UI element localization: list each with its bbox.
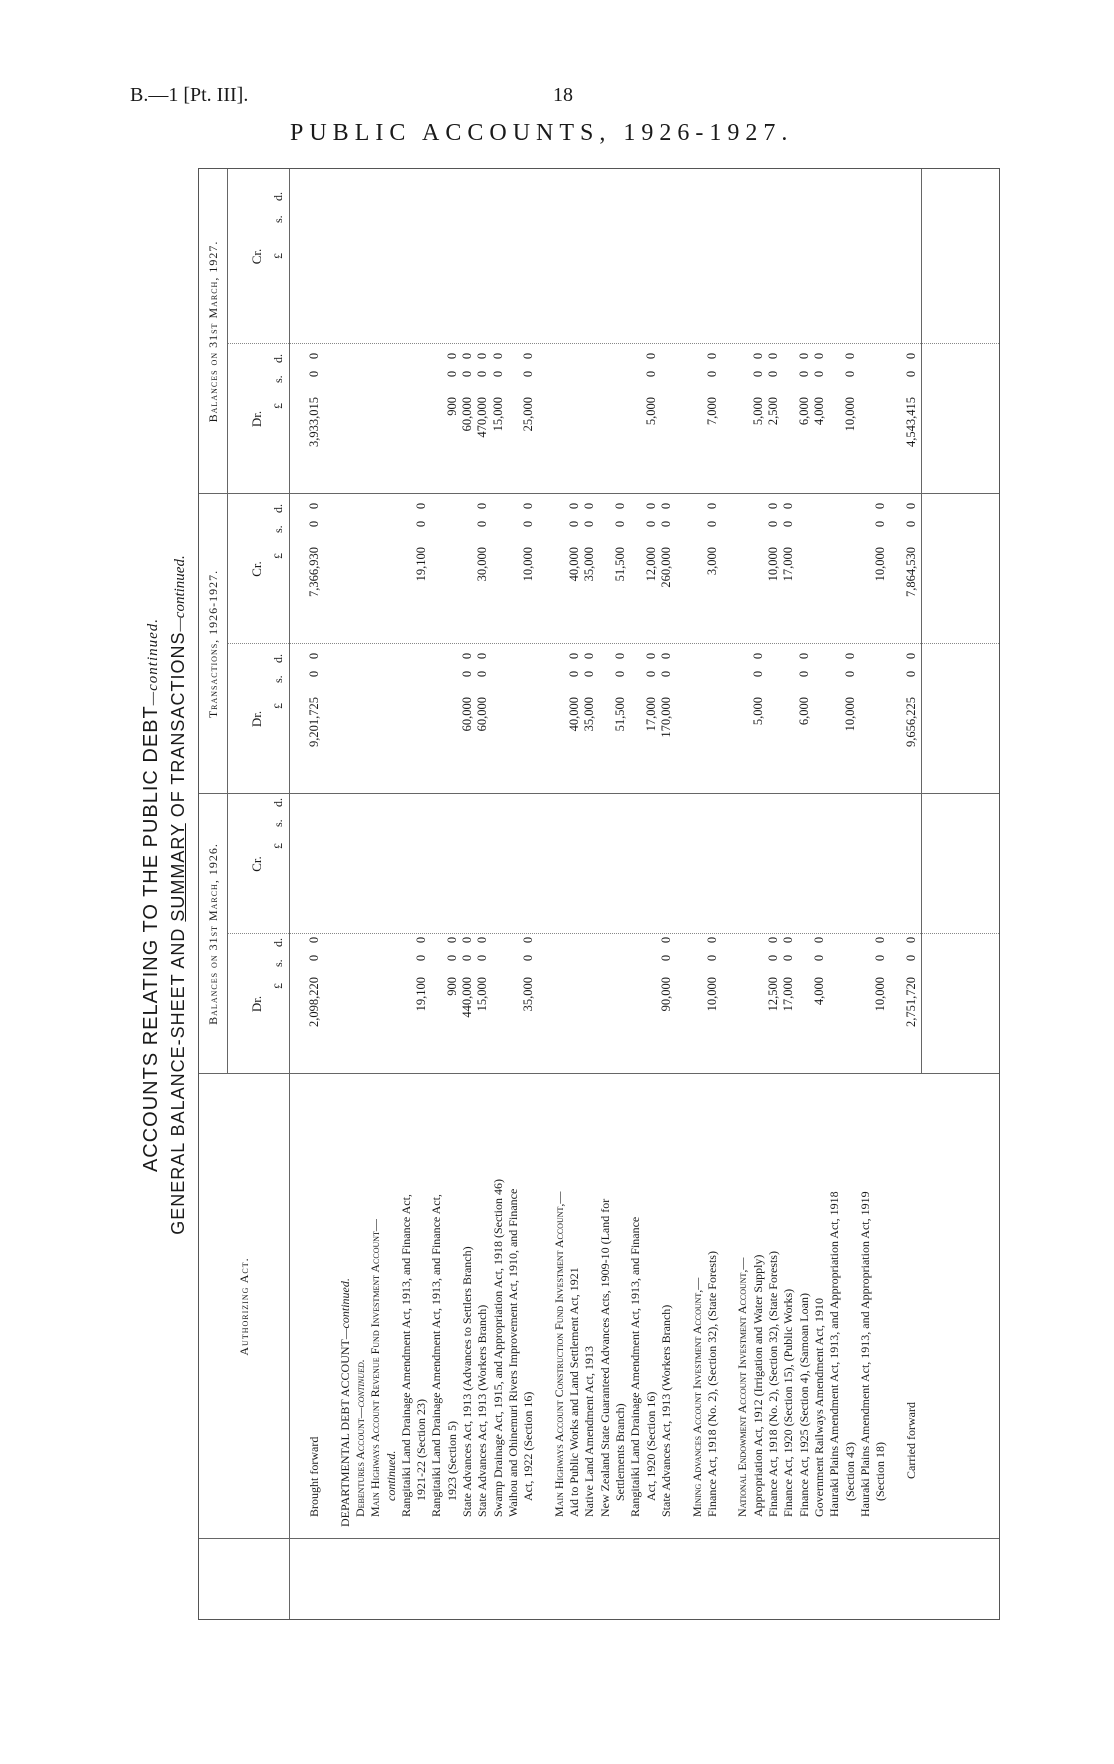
row-label: Government Railways Amendment Act, 1910	[811, 1298, 826, 1517]
table-row	[567, 169, 582, 1619]
pence-b27dr: 0	[796, 352, 811, 360]
shillings-b26dr: 0	[658, 954, 673, 962]
pence-b27dr: 0	[490, 352, 505, 360]
header-authorizing-act: Authorizing Act.	[237, 1257, 251, 1356]
amount-tcr: 51,500	[613, 547, 627, 582]
unit-pound: £	[271, 253, 285, 259]
table-heading-1: ACCOUNTS RELATING TO THE PUBLIC DEBT—continued.	[140, 617, 162, 1173]
row-label: Main Highways Account Revenue Fund Investment Account—	[368, 1219, 383, 1517]
row-label: (Section 18)	[873, 1442, 888, 1501]
pence-tdr: 0	[903, 652, 918, 660]
pence-b26dr: 0	[658, 936, 673, 944]
table-row	[460, 169, 475, 1619]
pence-b27dr: 0	[521, 352, 536, 360]
shillings-b27dr: 0	[750, 370, 765, 378]
row-label: Rangitaiki Land Drainage Amendment Act, 1913, and Finance	[628, 1216, 643, 1517]
unit-d: d.	[271, 354, 285, 363]
pence-b27dr: 0	[643, 352, 658, 360]
unit-pound: £	[271, 843, 285, 849]
shillings-b27dr: 0	[521, 370, 536, 378]
amount-tdr: 9,656,225	[903, 697, 918, 747]
table-heading-2: GENERAL BALANCE-SHEET AND SUMMARY OF TRANSACTIONS—continued.	[168, 555, 188, 1235]
shillings-b26dr: 0	[444, 954, 459, 962]
header-dr: Dr.	[249, 995, 264, 1013]
pence-b27dr: 0	[704, 352, 719, 360]
table-row	[797, 169, 812, 1619]
row-label: Brought forward	[307, 1436, 321, 1517]
amount-b27dr: 6,000	[796, 397, 811, 426]
pence-tcr: 0	[307, 502, 321, 510]
page-title: PUBLIC ACCOUNTS, 1926-1927.	[290, 120, 794, 146]
amount-tcr: 260,000	[658, 547, 673, 588]
row-label: Hauraki Plains Amendment Act, 1913, and Appropriation Act, 1918	[827, 1191, 842, 1517]
shillings-b27dr: 0	[842, 370, 857, 378]
shillings-tcr: 0	[766, 520, 780, 528]
pence-b27dr: 0	[750, 352, 765, 360]
amount-tcr: 35,000	[582, 547, 597, 582]
unit-s: s.	[271, 959, 285, 967]
pence-tcr: 0	[873, 502, 888, 510]
shillings-b27dr: 0	[903, 370, 918, 378]
pence-tcr: 0	[613, 502, 627, 510]
row-label: Main Highways Account Construction Fund Investment Account,—	[551, 1191, 566, 1517]
shillings-tdr: 0	[750, 670, 765, 678]
shillings-b26dr: 0	[766, 954, 780, 962]
shillings-tcr: 0	[781, 520, 796, 528]
row-label: Carried forward	[903, 1402, 918, 1479]
table-row	[904, 169, 919, 1619]
pence-b27dr: 0	[444, 352, 459, 360]
row-label: (Section 43)	[842, 1442, 857, 1501]
unit-s: s.	[271, 819, 285, 827]
pence-tcr: 0	[903, 502, 918, 510]
amount-tcr: 10,000	[521, 547, 536, 582]
pence-b27dr: 0	[766, 352, 780, 360]
amount-b27dr: 15,000	[490, 397, 505, 432]
amount-tdr: 35,000	[582, 697, 597, 732]
unit-pound: £	[271, 983, 285, 989]
amount-tcr: 30,000	[475, 547, 490, 582]
shillings-tdr: 0	[796, 670, 811, 678]
table-row	[812, 169, 827, 1619]
pence-tdr: 0	[307, 652, 321, 660]
pence-tcr: 0	[475, 502, 490, 510]
table-row	[613, 169, 628, 1619]
table-row	[766, 169, 781, 1619]
shillings-b27dr: 0	[796, 370, 811, 378]
shillings-b27dr: 0	[811, 370, 826, 378]
shillings-tcr: 0	[704, 520, 719, 528]
table-row	[827, 169, 842, 1619]
shillings-b26dr: 0	[460, 954, 474, 962]
amount-b27dr: 7,000	[704, 397, 719, 426]
amount-b26dr: 15,000	[475, 977, 490, 1012]
amount-tcr: 10,000	[766, 547, 780, 582]
header-balances-1926: Balances on 31st March, 1926.	[206, 843, 220, 1025]
table-row	[690, 169, 705, 1619]
unit-pound: £	[271, 403, 285, 409]
amount-b27dr: 4,000	[811, 397, 826, 426]
shillings-b27dr: 0	[766, 370, 780, 378]
table-row	[582, 169, 597, 1619]
table-row	[659, 169, 674, 1619]
row-label: Hauraki Plains Amendment Act, 1913, and Appropriation Act, 1919	[857, 1191, 872, 1517]
table-row	[781, 169, 796, 1619]
header-transactions: Transactions, 1926-1927.	[206, 569, 220, 719]
pence-b26dr: 0	[460, 936, 474, 944]
shillings-tcr: 0	[873, 520, 888, 528]
row-label: Finance Act, 1918 (No. 2), (Section 32), (State Forests)	[766, 1251, 780, 1517]
amount-tcr: 12,000	[643, 547, 658, 582]
table-row	[843, 169, 858, 1619]
amount-tdr: 51,500	[613, 697, 627, 732]
row-label: State Advances Act, 1913 (Advances to Settlers Branch)	[460, 1246, 474, 1517]
amount-tcr: 3,000	[704, 547, 719, 576]
table-row	[338, 169, 353, 1619]
row-label: Act, 1920 (Section 16)	[643, 1391, 658, 1501]
pence-b26dr: 0	[811, 936, 826, 944]
pence-tdr: 0	[643, 652, 658, 660]
shillings-tcr: 0	[658, 520, 673, 528]
pence-tcr: 0	[582, 502, 597, 510]
amount-b27dr: 470,000	[475, 397, 490, 438]
row-label: Swamp Drainage Act, 1915, and Appropriation Act, 1918 (Section 46)	[490, 1179, 505, 1517]
amount-b26dr: 2,751,720	[903, 977, 918, 1027]
row-label: Native Land Amendment Act, 1913	[582, 1346, 597, 1517]
amount-b27dr: 10,000	[842, 397, 857, 432]
row-label: Act, 1922 (Section 16)	[521, 1391, 536, 1501]
amount-b27dr: 60,000	[460, 397, 474, 432]
pence-b27dr: 0	[475, 352, 490, 360]
pence-b27dr: 0	[842, 352, 857, 360]
pence-tcr: 0	[521, 502, 536, 510]
pence-b26dr: 0	[781, 936, 796, 944]
row-label: Aid to Public Works and Land Settlement Act, 1921	[567, 1267, 582, 1517]
amount-tdr: 6,000	[796, 697, 811, 726]
amount-tdr: 9,201,725	[307, 697, 321, 747]
shillings-b26dr: 0	[475, 954, 490, 962]
unit-s: s.	[271, 375, 285, 383]
table-row	[735, 169, 750, 1619]
amount-tcr: 19,100	[414, 547, 429, 582]
pence-tdr: 0	[475, 652, 490, 660]
amount-b26dr: 2,098,220	[307, 977, 321, 1027]
amount-b27dr: 900	[444, 397, 459, 416]
unit-s: s.	[271, 675, 285, 683]
table-row	[429, 169, 444, 1619]
amount-tcr: 40,000	[567, 547, 582, 582]
table-row	[399, 169, 414, 1619]
amount-b27dr: 5,000	[643, 397, 658, 426]
amount-b26dr: 900	[444, 977, 459, 996]
shillings-tcr: 0	[613, 520, 627, 528]
pence-tdr: 0	[750, 652, 765, 660]
amount-tdr: 170,000	[658, 697, 673, 738]
table-row	[873, 169, 888, 1619]
shillings-tdr: 0	[475, 670, 490, 678]
unit-d: d.	[271, 192, 285, 201]
page-number: 18	[553, 84, 573, 106]
shillings-tdr: 0	[842, 670, 857, 678]
amount-tdr: 5,000	[750, 697, 765, 726]
unit-d: d.	[271, 938, 285, 947]
unit-s: s.	[271, 525, 285, 533]
shillings-b27dr: 0	[460, 370, 474, 378]
shillings-tdr: 0	[903, 670, 918, 678]
table-row	[475, 169, 490, 1619]
table-row	[445, 169, 460, 1619]
shillings-tdr: 0	[658, 670, 673, 678]
amount-b26dr: 10,000	[873, 977, 888, 1012]
row-label: 1921-22 (Section 23)	[414, 1399, 429, 1501]
table-row	[598, 169, 613, 1619]
amount-b26dr: 12,500	[766, 977, 780, 1012]
shillings-tcr: 0	[307, 520, 321, 528]
amount-b26dr: 19,100	[414, 977, 429, 1012]
amount-tcr: 7,864,530	[903, 547, 918, 597]
shillings-b26dr: 0	[781, 954, 796, 962]
pence-tcr: 0	[414, 502, 429, 510]
shillings-tdr: 0	[460, 670, 474, 678]
pence-b27dr: 0	[307, 352, 321, 360]
shillings-b26dr: 0	[811, 954, 826, 962]
pence-tcr: 0	[781, 502, 796, 510]
pence-tcr: 0	[567, 502, 582, 510]
unit-d: d.	[271, 504, 285, 513]
table-row	[537, 169, 552, 1619]
shillings-b26dr: 0	[704, 954, 719, 962]
shillings-b27dr: 0	[444, 370, 459, 378]
shillings-tcr: 0	[414, 520, 429, 528]
amount-tcr: 10,000	[873, 547, 888, 582]
pence-b27dr: 0	[811, 352, 826, 360]
row-label: continued.	[383, 1450, 398, 1501]
pence-tdr: 0	[567, 652, 582, 660]
row-label: New Zealand State Guaranteed Advances Acts, 1909-10 (Land for	[597, 1198, 612, 1517]
amount-b26dr: 10,000	[704, 977, 719, 1012]
shillings-tdr: 0	[567, 670, 582, 678]
amount-b27dr: 25,000	[521, 397, 536, 432]
amount-b26dr: 17,000	[781, 977, 796, 1012]
pence-tcr: 0	[658, 502, 673, 510]
table-row	[506, 169, 521, 1619]
table-row	[414, 169, 429, 1619]
page-reference: B.—1 [Pt. III].	[130, 84, 249, 106]
header-cr: Cr.	[249, 561, 264, 577]
row-label: 1923 (Section 5)	[444, 1421, 459, 1501]
shillings-b26dr: 0	[414, 954, 429, 962]
table-row	[628, 169, 643, 1619]
pence-tdr: 0	[613, 652, 627, 660]
row-label: Rangitaiki Land Drainage Amendment Act, 1913, and Finance Act,	[429, 1194, 444, 1517]
row-label: State Advances Act, 1913 (Workers Branch)	[475, 1304, 490, 1517]
shillings-tcr: 0	[643, 520, 658, 528]
table-row	[674, 169, 689, 1619]
shillings-tdr: 0	[613, 670, 627, 678]
amount-tdr: 17,000	[643, 697, 658, 732]
rotated-table-stage	[130, 170, 1000, 1620]
header-balances-1927: Balances on 31st March, 1927.	[206, 240, 220, 423]
unit-d: d.	[271, 798, 285, 807]
amount-tcr: 7,366,930	[307, 547, 321, 597]
row-label: Waihou and Ohinemuri Rivers Improvement Act, 1910, and Finance	[505, 1188, 520, 1517]
table-row	[705, 169, 720, 1619]
table-row	[644, 169, 659, 1619]
amount-b27dr: 4,543,415	[903, 397, 918, 447]
unit-pound: £	[271, 553, 285, 559]
amount-b27dr: 3,933,015	[307, 397, 321, 447]
pence-b26dr: 0	[873, 936, 888, 944]
row-label: DEPARTMENTAL DEBT ACCOUNT—continued.	[337, 1278, 352, 1527]
row-label: Appropriation Act, 1912 (Irrigation and Water Supply)	[750, 1254, 765, 1517]
table-row	[353, 169, 368, 1619]
shillings-tcr: 0	[567, 520, 582, 528]
pence-tdr: 0	[842, 652, 857, 660]
shillings-tdr: 0	[307, 670, 321, 678]
unit-s: s.	[271, 215, 285, 223]
header-cr: Cr.	[249, 248, 264, 265]
pence-b27dr: 0	[460, 352, 474, 360]
amount-b27dr: 5,000	[750, 397, 765, 426]
amount-tdr: 10,000	[842, 697, 857, 732]
pence-tdr: 0	[460, 652, 474, 660]
shillings-tdr: 0	[643, 670, 658, 678]
pence-tdr: 0	[658, 652, 673, 660]
row-label: State Advances Act, 1913 (Workers Branch)	[658, 1304, 673, 1517]
row-label: Finance Act, 1918 (No. 2), (Section 32), (State Forests)	[704, 1251, 719, 1517]
shillings-tcr: 0	[903, 520, 918, 528]
ledger-table	[198, 168, 1000, 1620]
pence-tdr: 0	[796, 652, 811, 660]
shillings-tcr: 0	[521, 520, 536, 528]
table-row	[384, 169, 399, 1619]
shillings-tcr: 0	[475, 520, 490, 528]
unit-d: d.	[271, 654, 285, 663]
amount-b26dr: 4,000	[811, 977, 826, 1006]
table-row	[322, 169, 337, 1619]
table-row	[888, 169, 903, 1619]
shillings-tdr: 0	[582, 670, 597, 678]
table-row	[720, 169, 735, 1619]
shillings-b27dr: 0	[704, 370, 719, 378]
header-dr: Dr.	[249, 710, 264, 728]
pence-b26dr: 0	[475, 936, 490, 944]
table-row	[368, 169, 383, 1619]
pence-tdr: 0	[582, 652, 597, 660]
pence-tcr: 0	[643, 502, 658, 510]
row-label: National Endowment Account Investment Account,—	[735, 1257, 750, 1517]
table-row	[521, 169, 536, 1619]
shillings-b27dr: 0	[643, 370, 658, 378]
row-label: Debentures Account—continued.	[352, 1359, 367, 1517]
pence-b26dr: 0	[307, 936, 321, 944]
pence-b26dr: 0	[903, 936, 918, 944]
row-label: Mining Advances Account Investment Account,—	[689, 1277, 704, 1517]
pence-b27dr: 0	[903, 352, 918, 360]
header-cr: Cr.	[249, 856, 264, 872]
row-label: Finance Act, 1920 (Section 15), (Public Works)	[781, 1288, 796, 1517]
table-row	[858, 169, 873, 1619]
pence-b26dr: 0	[521, 936, 536, 944]
shillings-b26dr: 0	[307, 954, 321, 962]
table-row	[751, 169, 766, 1619]
table-row	[491, 169, 506, 1619]
shillings-b26dr: 0	[903, 954, 918, 962]
shillings-b27dr: 0	[490, 370, 505, 378]
unit-pound: £	[271, 703, 285, 709]
header-dr: Dr.	[249, 410, 264, 428]
row-label: Settlements Branch)	[613, 1403, 627, 1501]
amount-b26dr: 35,000	[521, 977, 536, 1012]
pence-b26dr: 0	[414, 936, 429, 944]
row-label: Rangitaiki Land Drainage Amendment Act, 1913, and Finance Act,	[398, 1194, 413, 1517]
shillings-b27dr: 0	[475, 370, 490, 378]
table-row	[552, 169, 567, 1619]
amount-b26dr: 90,000	[658, 977, 673, 1012]
shillings-b27dr: 0	[307, 370, 321, 378]
pence-b26dr: 0	[444, 936, 459, 944]
shillings-tcr: 0	[582, 520, 597, 528]
table-row	[307, 169, 322, 1619]
row-label: Finance Act, 1925 (Section 4), (Samoan Loan)	[796, 1293, 811, 1517]
shillings-b26dr: 0	[521, 954, 536, 962]
amount-b26dr: 440,000	[460, 977, 474, 1018]
pence-b26dr: 0	[766, 936, 780, 944]
pence-tcr: 0	[704, 502, 719, 510]
amount-tdr: 60,000	[460, 697, 474, 732]
amount-tdr: 60,000	[475, 697, 490, 732]
amount-tdr: 40,000	[567, 697, 582, 732]
amount-tcr: 17,000	[781, 547, 796, 582]
amount-b27dr: 2,500	[766, 397, 780, 426]
pence-tcr: 0	[766, 502, 780, 510]
pence-b26dr: 0	[704, 936, 719, 944]
shillings-b26dr: 0	[873, 954, 888, 962]
